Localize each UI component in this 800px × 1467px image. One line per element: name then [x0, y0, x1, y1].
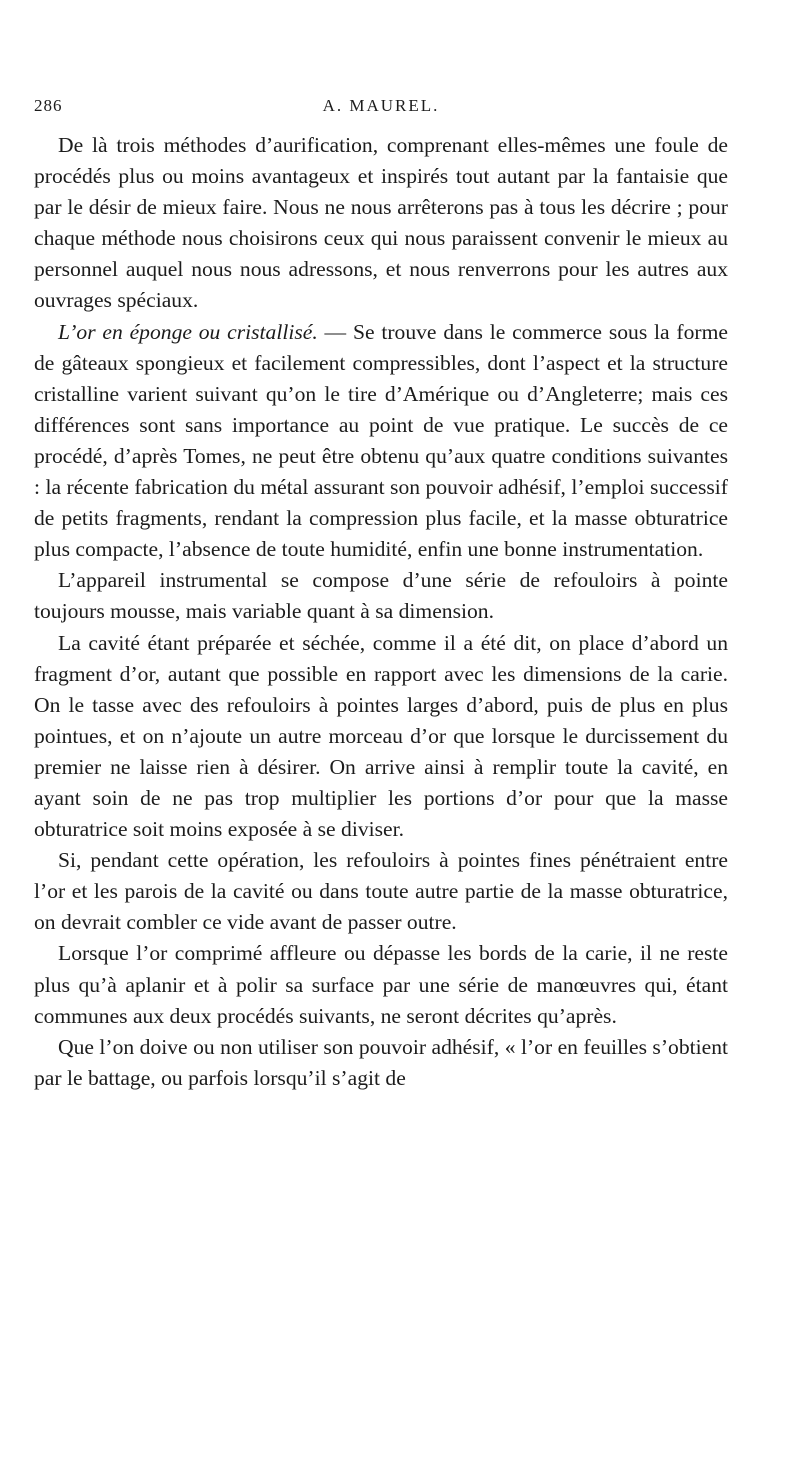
running-head: A. MAUREL. [322, 96, 440, 115]
paragraph [34, 845, 728, 938]
paragraph [34, 317, 728, 566]
paragraph-text: L’appareil instrumental se compose d’une série de refouloirs à pointe toujours mousse, mais variable quant à sa dimension. [34, 568, 728, 624]
paragraph-text: La cavité étant préparée et séchée, comme il a été dit, on place d’abord un fragment d’or, autant que possible en rapport avec les dimensions de la carie. On le tasse avec des refouloirs à pointes larges d’abord, puis de plus en plus pointues, et on n’ajoute un autre morceau d’or que lorsque le durcissement du premier ne laisse rien à désirer. On arrive ainsi à remplir toute la cavité, en ayant soin de ne pas trop multiplier les portions d’or pour que la masse obturatrice soit moins exposée à se diviser. [34, 630, 728, 842]
book-page [34, 96, 728, 1094]
paragraph [34, 628, 728, 846]
page-header [34, 96, 728, 118]
paragraph [34, 130, 728, 317]
paragraph-text: Si, pendant cette opération, les refouloirs à pointes fines pénétraient entre l’or et les parois de la cavité ou dans toute autre partie de la masse obturatrice, on devrait combler ce vide avant de passer outre. [34, 848, 728, 935]
paragraph [34, 565, 728, 627]
paragraph [34, 938, 728, 1031]
paragraph-text: De là trois méthodes d’aurification, comprenant elles-mêmes une foule de procédés plus ou moins avantageux et inspirés tout autant par la fantaisie que par le désir de mieux faire. Nous ne nous arrêterons pas à tous les décrire ; pour chaque méthode nous choisirons ceux qui nous paraissent convenir le mieux au personnel auquel nous nous adressons, et nous renverrons pour les autres aux ouvrages spéciaux. [34, 133, 728, 313]
page-number: 286 [34, 96, 63, 115]
section-heading-italic: L’or en éponge ou cristallisé. [58, 319, 318, 344]
paragraph-text: Lorsque l’or comprimé affleure ou dépasse les bords de la carie, il ne reste plus qu’à aplanir et à polir sa surface par une série de manœuvres qui, étant communes aux deux procédés suivants, ne seront décrites qu’après. [34, 941, 728, 1028]
body-text [34, 130, 728, 1094]
paragraph-text: Que l’on doive ou non utiliser son pouvoir adhésif, « l’or en feuilles s’obtient par le battage, ou parfois lorsqu’il s’agit de [34, 1034, 728, 1090]
paragraph [34, 1032, 728, 1094]
paragraph-text: — Se trouve dans le commerce sous la forme de gâteaux spongieux et facilement compressibles, dont l’aspect et la structure cristalline varient suivant qu’on le tire d’Amérique ou d’Angleterre; mais ces différences sont sans importance au point de vue pratique. Le succès de ce procédé, d’après Tomes, ne peut être obtenu qu’aux quatre conditions suivantes : la récente fabrication du métal assurant son pouvoir adhésif, l’emploi successif de petits fragments, rendant la compression plus facile, et la masse obturatrice plus compacte, l’absence de toute humidité, enfin une bonne instrumentation. [34, 319, 728, 562]
